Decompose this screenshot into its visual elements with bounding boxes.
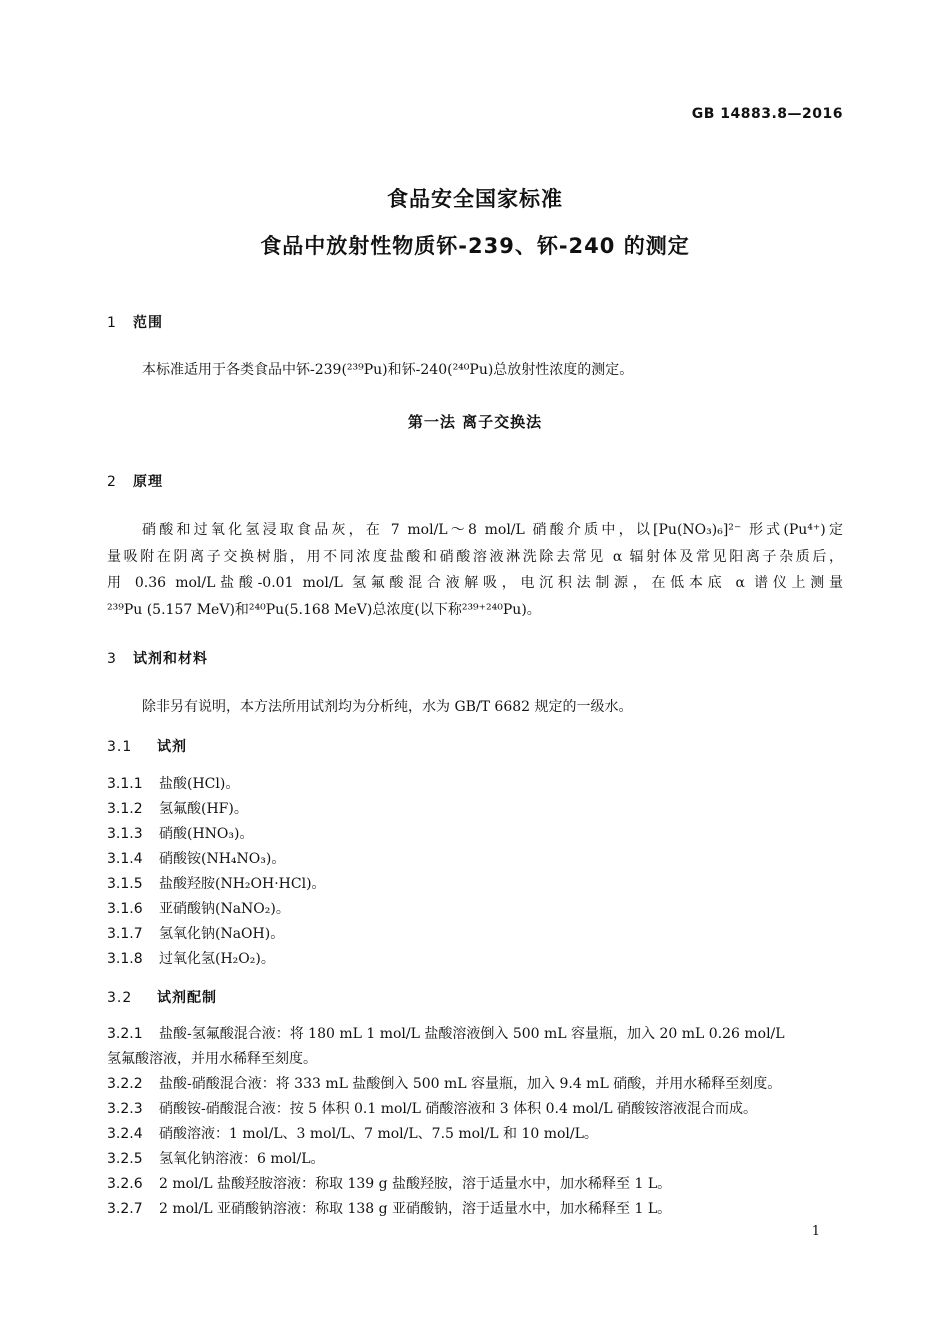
preparation-item: 3.2.2 盐酸-硝酸混合液：将 333 mL 盐酸倒入 500 mL 容量瓶，加入 9.4 mL 硝酸，并用水稀释至刻度。 (107, 1076, 782, 1092)
reagent-item: 3.1.7 氢氧化钠(NaOH)。 (107, 926, 285, 942)
section-3-1-heading (107, 736, 187, 756)
subsection-number: 3.1 (107, 739, 133, 755)
reagent-item: 3.1.1 盐酸(HCl)。 (107, 776, 240, 792)
section-number: 1 (107, 315, 117, 331)
reagent-item: 3.1.2 氢氟酸(HF)。 (107, 801, 248, 817)
page-number: 1 (811, 1224, 820, 1239)
section-2-line-1: 硝酸和过氧化氢浸取食品灰，在 7 mol/L～8 mol/L 硝酸介质中，以[Pu(NO₃)₆]²⁻ 形式(Pu⁴⁺)定 (142, 522, 843, 538)
section-1-heading (107, 312, 163, 332)
section-2-heading (107, 471, 163, 491)
standard-number: GB 14883.8—2016 (691, 106, 843, 122)
section-3-text: 除非另有说明，本方法所用试剂均为分析纯，水为 GB/T 6682 规定的一级水。 (142, 699, 633, 715)
section-1-text: 本标准适用于各类食品中钚-239(²³⁹Pu)和钚-240(²⁴⁰Pu)总放射性浓度的测定。 (142, 362, 634, 378)
reagent-item: 3.1.8 过氧化氢(H₂O₂)。 (107, 951, 275, 967)
section-number: 3 (107, 651, 117, 667)
section-3-heading (107, 648, 208, 668)
reagent-item: 3.1.6 亚硝酸钠(NaNO₂)。 (107, 901, 290, 917)
preparation-item-continuation: 氢氟酸溶液，并用水稀释至刻度。 (107, 1051, 317, 1067)
section-2-line-2: 量吸附在阴离子交换树脂，用不同浓度盐酸和硝酸溶液淋洗除去常见 α 辐射体及常见阳离子杂质后， (107, 549, 843, 565)
section-title: 范围 (133, 315, 163, 331)
preparation-item: 3.2.3 硝酸铵-硝酸混合液：按 5 体积 0.1 mol/L 硝酸溶液和 3 体积 0.4 mol/L 硝酸铵溶液混合而成。 (107, 1101, 757, 1117)
reagent-item: 3.1.5 盐酸羟胺(NH₂OH·HCl)。 (107, 876, 326, 892)
subsection-title: 试剂配制 (157, 990, 217, 1006)
preparation-item: 3.2.6 2 mol/L 盐酸羟胺溶液：称取 139 g 盐酸羟胺，溶于适量水中，加水稀释至 1 L。 (107, 1176, 672, 1192)
reagent-item: 3.1.4 硝酸铵(NH₄NO₃)。 (107, 851, 286, 867)
preparation-item: 3.2.1 盐酸-氢氟酸混合液：将 180 mL 1 mol/L 盐酸溶液倒入 500 mL 容量瓶，加入 20 mL 0.26 mol/L (107, 1026, 785, 1042)
document-title-line2: 食品中放射性物质钚-239、钚-240 的测定 (260, 234, 690, 258)
subsection-title: 试剂 (157, 739, 187, 755)
section-2-line-3: 用 0.36 mol/L盐酸-0.01 mol/L 氢氟酸混合液解吸，电沉积法制源，在低本底 α 谱仪上测量 (107, 575, 843, 591)
section-title: 试剂和材料 (133, 651, 208, 667)
document-title-line1: 食品安全国家标准 (387, 187, 563, 211)
preparation-item: 3.2.5 氢氧化钠溶液：6 mol/L。 (107, 1151, 325, 1167)
preparation-item: 3.2.4 硝酸溶液：1 mol/L、3 mol/L、7 mol/L、7.5 mol/L 和 10 mol/L。 (107, 1126, 598, 1142)
section-title: 原理 (133, 474, 163, 490)
subsection-number: 3.2 (107, 990, 133, 1006)
preparation-item: 3.2.7 2 mol/L 亚硝酸钠溶液：称取 138 g 亚硝酸钠，溶于适量水中，加水稀释至 1 L。 (107, 1201, 672, 1217)
section-3-2-heading (107, 987, 217, 1007)
reagent-item: 3.1.3 硝酸(HNO₃)。 (107, 826, 254, 842)
section-2-line-4: ²³⁹Pu (5.157 MeV)和²⁴⁰Pu(5.168 MeV)总浓度(以下称²³⁹⁺²⁴⁰Pu)。 (107, 602, 541, 618)
method-title: 第一法 离子交换法 (407, 413, 543, 431)
section-number: 2 (107, 474, 117, 490)
